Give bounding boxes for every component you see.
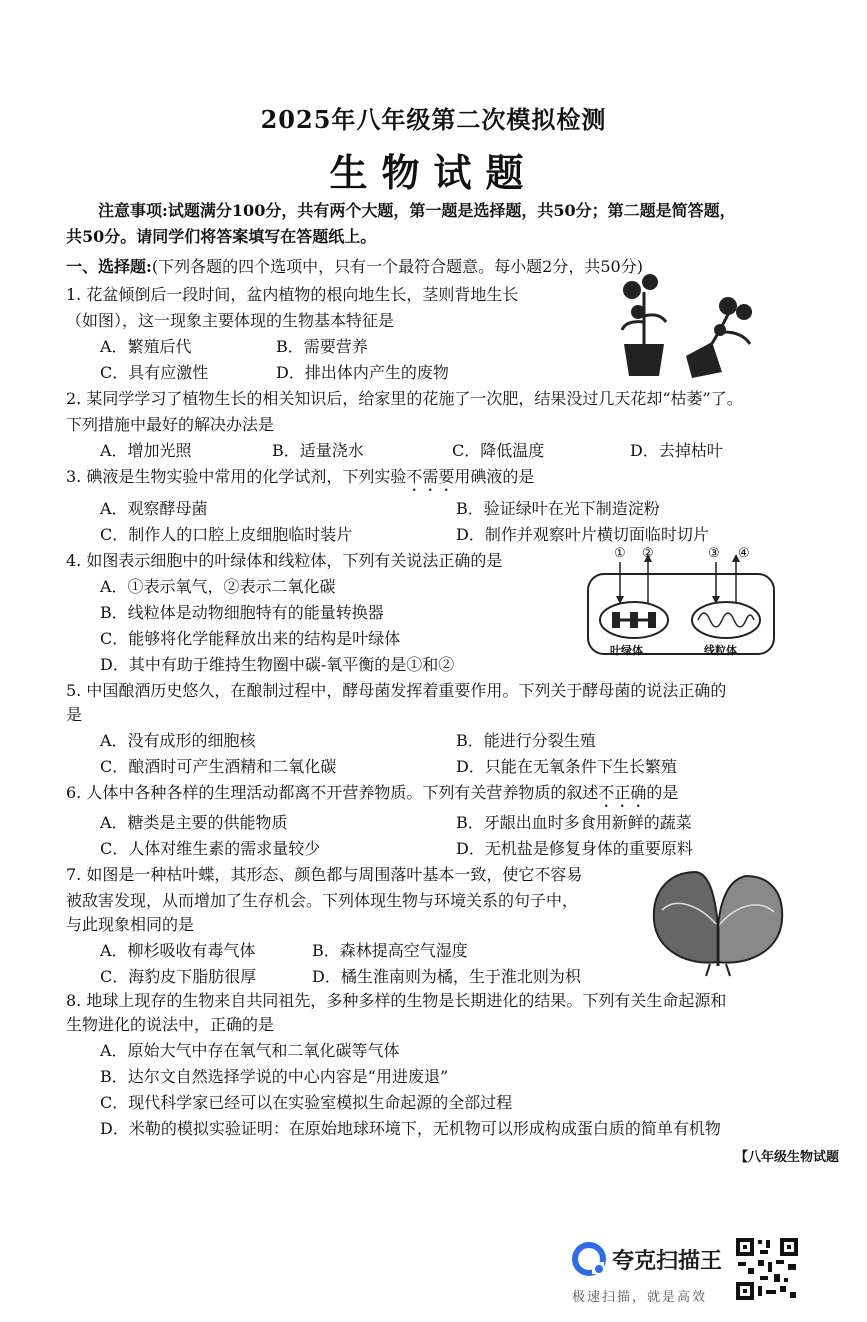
mitochondrion-label: 线粒体 xyxy=(704,644,737,657)
q4-option-c: C．能够将化学能释放出来的结构是叶绿体 xyxy=(100,629,401,648)
scanner-watermark xyxy=(572,1238,804,1314)
q6-option-b: B．牙龈出血时多食用新鲜的蔬菜 xyxy=(456,813,692,832)
q2-option-a: A．增加光照 xyxy=(100,441,192,460)
q2-option-d: D．去掉枯叶 xyxy=(630,441,723,460)
q3-option-b: B．验证绿叶在光下制造淀粉 xyxy=(456,499,660,518)
q8-stem-2: 生物进化的说法中，正确的是 xyxy=(66,1015,275,1034)
q6-option-a: A．糖类是主要的供能物质 xyxy=(100,813,288,832)
q6-stem: 6. 人体中各种各样的生理活动都离不开营养物质。下列有关营养物质的叙述不正确的是 xyxy=(66,783,679,802)
q5-option-d: D．只能在无氧条件下生长繁殖 xyxy=(456,757,677,776)
q7-stem-3: 与此现象相同的是 xyxy=(66,915,195,934)
q3-emphasis: 不需要 xyxy=(406,467,455,486)
label-4: ④ xyxy=(738,546,750,561)
subject-title: 生物试题 xyxy=(329,150,538,195)
q1-option-d: D．排出体内产生的废物 xyxy=(276,363,449,382)
q7-stem-1: 7. 如图是一种枯叶蝶，其形态、颜色都与周围落叶基本一致，使它不容易 xyxy=(66,865,583,884)
q3-option-c: C．制作人的口腔上皮细胞临时装片 xyxy=(100,525,353,544)
q3-stem: 3. 碘液是生物实验中常用的化学试剂，下列实验不需要用碘液的是 xyxy=(66,467,535,486)
q1-option-a: A．繁殖后代 xyxy=(100,337,192,356)
q8-option-b: B．达尔文自然选择学说的中心内容是“用进废退” xyxy=(100,1067,449,1086)
q1-option-b: B．需要营养 xyxy=(276,337,368,356)
scanner-name: 夸克扫描王 xyxy=(612,1249,723,1274)
dead-leaf-butterfly-figure xyxy=(650,866,786,978)
q6-option-d: D．无机盐是修复身体的重要原料 xyxy=(456,839,693,858)
q5-option-c: C．酿酒时可产生酒精和二氧化碳 xyxy=(100,757,337,776)
q8-stem-1: 8. 地球上现存的生物来自共同祖先，多种多样的生物是长期进化的结果。下列有关生命起源和 xyxy=(66,991,727,1010)
section-1-label: 一、选择题: xyxy=(66,257,152,276)
q7-option-d: D．橘生淮南则为橘，生于淮北则为枳 xyxy=(312,967,581,986)
q2-option-c: C．降低温度 xyxy=(452,441,545,460)
notice-line-1: 注意事项:试题满分100分，共有两个大题，第一题是选择题，共50分；第二题是简答题， xyxy=(98,201,736,220)
notice-label: 注意事项: xyxy=(98,201,168,220)
q5-option-a: A．没有成形的细胞核 xyxy=(100,731,256,750)
page-footer-label: 【八年级生物试题 xyxy=(734,1150,839,1165)
q3-option-d: D．制作并观察叶片横切面临时切片 xyxy=(456,525,709,544)
q4-option-d: D．其中有助于维持生物圈中碳-氧平衡的是①和② xyxy=(100,655,455,674)
q4-stem: 4. 如图表示细胞中的叶绿体和线粒体，下列有关说法正确的是 xyxy=(66,551,503,570)
q2-stem-2: 下列措施中最好的解决办法是 xyxy=(66,415,275,434)
scanner-slogan: 极速扫描，就是高效 xyxy=(572,1290,708,1305)
scanner-logo-icon xyxy=(572,1242,606,1276)
q5-stem-1: 5. 中国酿酒历史悠久，在酿制过程中，酵母菌发挥着重要作用。下列关于酵母菌的说法正确的 xyxy=(66,681,727,700)
q1-stem-2: （如图），这一现象主要体现的生物基本特征是 xyxy=(66,311,395,330)
q5-option-b: B．能进行分裂生殖 xyxy=(456,731,596,750)
q2-option-b: B．适量浇水 xyxy=(272,441,364,460)
q6-option-c: C．人体对维生素的需求量较少 xyxy=(100,839,321,858)
section-1-instruction: (下列各题的四个选项中，只有一个最符合题意。每小题2分，共50分) xyxy=(151,257,643,276)
q2-stem-1: 2. 某同学学习了植物生长的相关知识后，给家里的花施了一次肥，结果没过几天花却“枯萎”了。 xyxy=(66,389,743,408)
q4-option-a: A．①表示氧气，②表示二氧化碳 xyxy=(100,577,336,596)
tipped-flowerpot-figure xyxy=(604,272,762,384)
label-1: ① xyxy=(614,546,626,561)
q8-option-d: D．米勒的模拟实验证明：在原始地球环境下，无机物可以形成构成蛋白质的简单有机物 xyxy=(100,1119,721,1138)
q8-option-c: C．现代科学家已经可以在实验室模拟生命起源的全部过程 xyxy=(100,1093,513,1112)
qr-code-icon xyxy=(734,1236,800,1302)
q4-option-b: B．线粒体是动物细胞特有的能量转换器 xyxy=(100,603,384,622)
organelle-figure xyxy=(586,548,778,660)
label-3: ③ xyxy=(708,546,720,561)
q7-option-a: A．柳杉吸收有毒气体 xyxy=(100,941,256,960)
exam-title: 2025年八年级第二次模拟检测 xyxy=(260,105,607,134)
q3-option-a: A．观察酵母菌 xyxy=(100,499,208,518)
q7-stem-2: 被敌害发现，从而增加了生存机会。下列体现生物与环境关系的句子中， xyxy=(66,891,579,910)
q7-option-c: C．海豹皮下脂肪很厚 xyxy=(100,967,257,986)
notice-line-2: 共50分。请同学们将答案填写在答题纸上。 xyxy=(66,227,377,246)
chloroplast-label: 叶绿体 xyxy=(610,644,643,657)
q5-stem-2: 是 xyxy=(66,705,83,724)
label-2: ② xyxy=(642,546,654,561)
q8-option-a: A．原始大气中存在氧气和二氧化碳等气体 xyxy=(100,1041,400,1060)
q7-option-b: B．森林提高空气湿度 xyxy=(312,941,468,960)
q1-stem-1: 1. 花盆倾倒后一段时间，盆内植物的根向地生长，茎则背地生长 xyxy=(66,285,519,304)
q6-emphasis: 不正确 xyxy=(598,783,647,802)
q1-option-c: C．具有应激性 xyxy=(100,363,209,382)
section-1-header xyxy=(66,256,643,278)
